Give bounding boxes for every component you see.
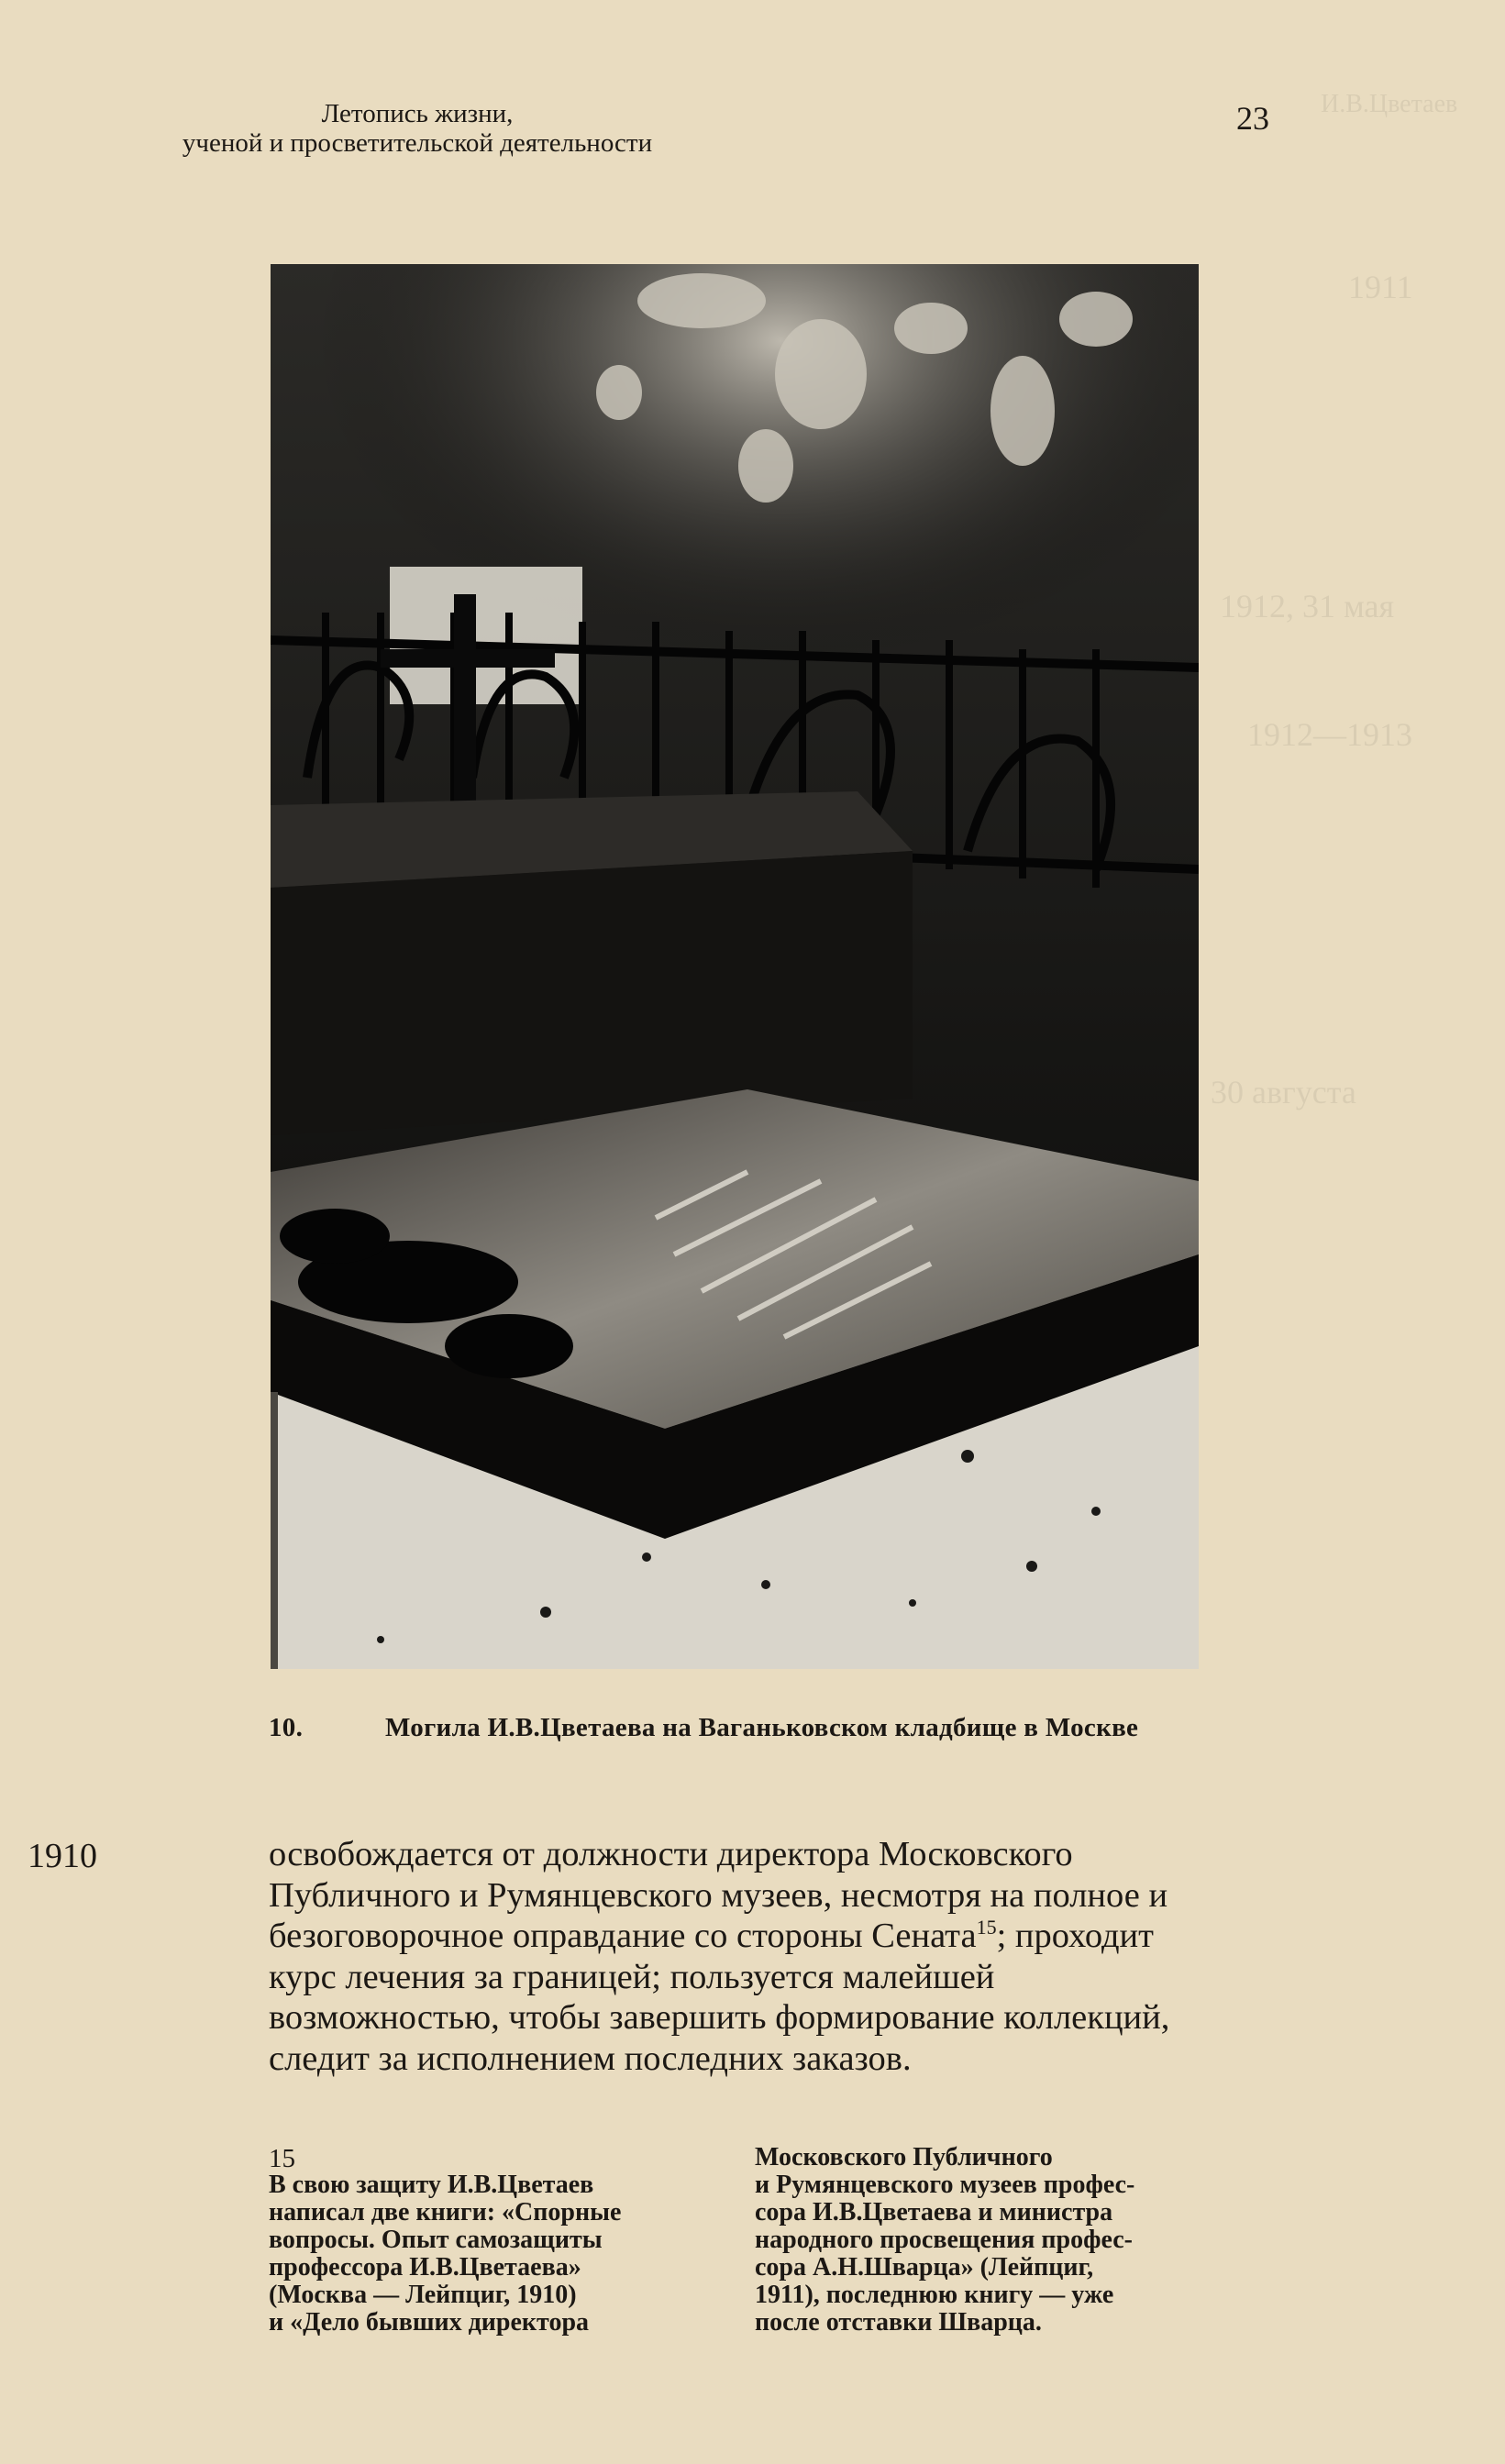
- footnote-left-column: [269, 2171, 700, 2337]
- entry-year: 1910: [28, 1837, 97, 1875]
- bleed-through-text: 30 августа: [1211, 1074, 1356, 1110]
- footnote-reference: 15: [976, 1916, 997, 1939]
- page-number: 23: [1236, 100, 1269, 137]
- header-line-1: Летопись жизни,: [321, 99, 514, 128]
- entry-text-part-2: ; проходит курс лечения за границей; пользуется малейшей возможностью, чтобы завершить формирование коллекций, следит за исполнением последних заказов.: [269, 1917, 1170, 2078]
- figure-caption-number: 10.: [269, 1713, 304, 1742]
- footnote-line: (Москва — Лейпциг, 1910): [269, 2281, 577, 2309]
- header-line-2: ученой и просветительской деятельности: [182, 128, 653, 158]
- footnote-number: 15: [269, 2144, 295, 2173]
- footnote-line: сора А.Н.Шварца» (Лейпциг,: [755, 2253, 1094, 2282]
- footnote-line: после отставки Шварца.: [755, 2308, 1042, 2337]
- bleed-through-text: 1912—1913: [1247, 716, 1412, 753]
- footnote-line: и «Дело бывших директора: [269, 2308, 590, 2337]
- running-header: [147, 99, 688, 158]
- footnote-line: 1911), последнюю книгу — уже: [755, 2281, 1114, 2309]
- footnote-line: сора И.В.Цветаева и министра: [755, 2198, 1113, 2226]
- footnote-line: Московского Публичного: [755, 2143, 1053, 2171]
- grave-photo-image: [271, 264, 1199, 1669]
- footnote-line: вопросы. Опыт самозащиты: [269, 2226, 603, 2254]
- grave-photograph: [271, 264, 1199, 1669]
- footnote-line: написал две книги: «Спорные: [269, 2198, 622, 2226]
- entry-text-part-1: освобождается от должности директора Московского Публичного и Румянцевского музеев, несмотря на полное и безоговорочное оправдание со стороны Сената: [269, 1835, 1168, 1955]
- bleed-through-text: И.В.Цветаев: [1321, 90, 1458, 118]
- figure-caption: Могила И.В.Цветаева на Ваганьковском кладбище в Москве: [385, 1713, 1139, 1742]
- bleed-through-text: 1911: [1348, 269, 1413, 305]
- bleed-through-text: 1912, 31 мая: [1220, 588, 1395, 624]
- footnote-line: и Румянцевского музеев профес-: [755, 2171, 1135, 2199]
- footnote-right-column: [755, 2144, 1186, 2337]
- footnote-line: профессора И.В.Цветаева»: [269, 2253, 581, 2282]
- entry-text: [269, 1834, 1204, 2079]
- footnote-line: В свою защиту И.В.Цветаев: [269, 2171, 594, 2199]
- footnote-line: народного просвещения профес-: [755, 2226, 1133, 2254]
